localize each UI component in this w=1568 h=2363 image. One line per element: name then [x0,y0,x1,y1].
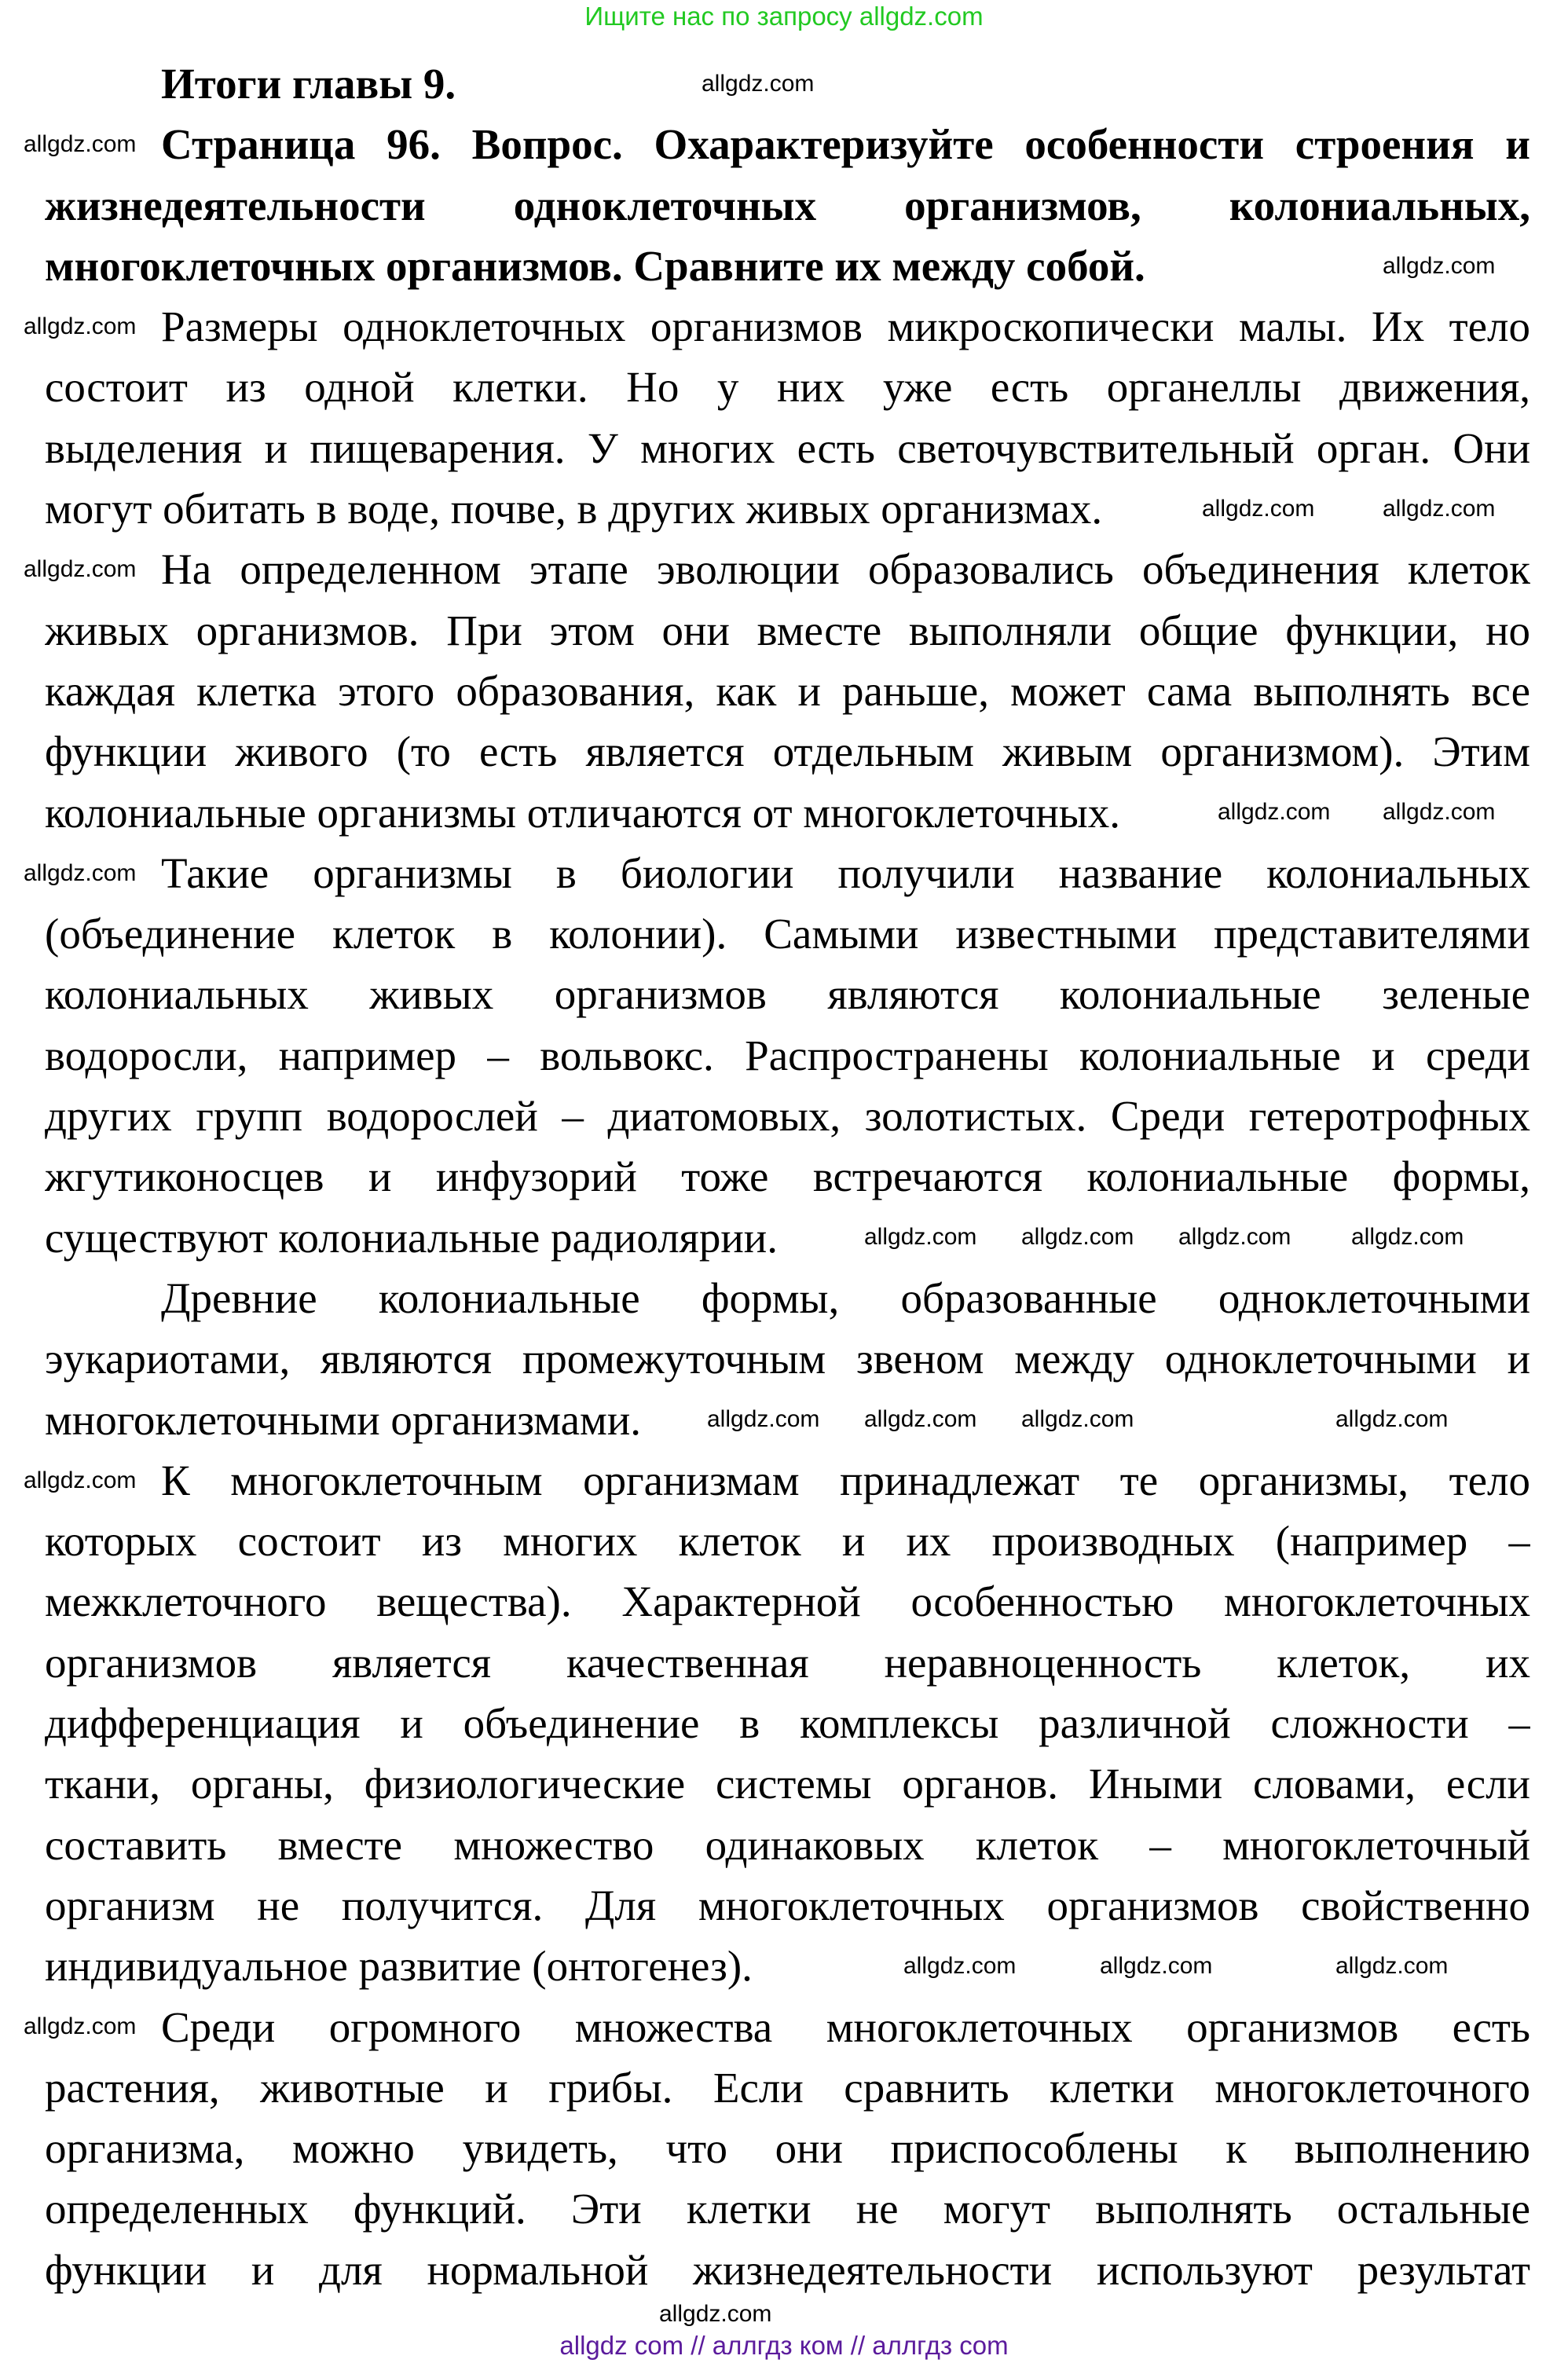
watermark: allgdz.com [1021,1224,1134,1251]
text-line: организмов является качественная неравноценность клеток, их [45,1638,1530,1687]
text-line: Древние колониальные формы, образованные одноклеточными [161,1273,1530,1322]
watermark: allgdz.com [864,1224,977,1251]
text-line: колониальных живых организмов являются колониальные зеленые [45,970,1530,1019]
watermark: allgdz.com [707,1406,820,1433]
top-banner: Ищите нас по запросу allgdz.com [584,2,984,31]
text-line: колониальные организмы отличаются от многоклеточных. [45,788,1120,837]
watermark: allgdz.com [1178,1224,1291,1251]
footer-links: allgdz com // аллгдз ком // аллгдз com [559,2331,1009,2360]
text-line: существуют колониальные радиолярии. [45,1213,778,1262]
watermark: allgdz.com [1383,799,1496,826]
text-line: К многоклеточным организмам принадлежат те организмы, тело [161,1456,1530,1504]
text-line: могут обитать в воде, почве, в других живых организмах. [45,485,1103,533]
question-line: Страница 96. Вопрос. Охарактеризуйте особенности строения и [161,120,1530,169]
watermark: allgdz.com [24,859,137,886]
watermark: allgdz.com [24,1467,137,1493]
watermark: allgdz.com [1383,252,1496,279]
watermark: allgdz.com [1335,1406,1449,1433]
text-line: дифференциация и объединение в комплексы различной сложности – [45,1699,1530,1748]
watermark: allgdz.com [903,1952,1017,1979]
text-line: каждая клетка этого образования, как и раньше, может сама выполнять все [45,666,1530,715]
watermark: allgdz.com [24,313,137,339]
watermark: allgdz.com [1383,495,1496,522]
text-line: жгутиконосцев и инфузорий тоже встречаются колониальные формы, [45,1152,1530,1201]
text-line: организма, можно увидеть, что они приспособлены к выполнению [45,2124,1530,2173]
text-line: живых организмов. При этом они вместе выполняли общие функции, но [45,606,1530,654]
text-line: (объединение клеток в колонии). Самыми известными представителями [45,910,1530,958]
watermark: allgdz.com [659,2301,772,2327]
text-line: На определенном этапе эволюции образовались объединения клеток [161,545,1530,594]
watermark: allgdz.com [1351,1224,1464,1251]
watermark: allgdz.com [864,1406,977,1433]
watermark: allgdz.com [1202,495,1315,522]
text-line: организм не получится. Для многоклеточных организмов свойственно [45,1881,1530,1929]
text-line: функции и для нормальной жизнедеятельности используют результат [45,2245,1530,2294]
text-line: Среди огромного множества многоклеточных организмов есть [161,2002,1530,2051]
text-line: Размеры одноклеточных организмов микроскопически малы. Их тело [161,302,1530,351]
text-line: состоит из одной клетки. Но у них уже есть органеллы движения, [45,363,1530,412]
question-line: многоклеточных организмов. Сравните их между собой. [45,241,1145,290]
watermark: allgdz.com [1100,1952,1213,1979]
watermark: allgdz.com [1335,1952,1449,1979]
text-line: растения, животные и грибы. Если сравнить клетки многоклеточного [45,2063,1530,2112]
watermark: allgdz.com [1021,1406,1134,1433]
text-line: других групп водорослей – диатомовых, золотистых. Среди гетеротрофных [45,1092,1530,1141]
question-line: жизнедеятельности одноклеточных организмов, колониальных, [45,181,1530,229]
watermark: allgdz.com [1218,799,1331,826]
document-body [45,53,1530,2300]
text-line: эукариотами, являются промежуточным звеном между одноклеточными и [45,1335,1530,1383]
text-line: многоклеточными организмами. [45,1395,642,1444]
watermark: allgdz.com [24,130,137,157]
watermark: allgdz.com [24,556,137,583]
text-line: выделения и пищеварения. У многих есть светочувствительный орган. Они [45,423,1530,472]
watermark: allgdz.com [702,70,815,97]
chapter-title: Итоги главы 9. [161,60,456,108]
text-line: функции живого (то есть является отдельным живым организмом). Этим [45,727,1530,776]
watermark: allgdz.com [24,2013,137,2040]
text-line: составить вместе множество одинаковых клеток – многоклеточный [45,1820,1530,1869]
text-line: Такие организмы в биологии получили название колониальных [161,848,1530,897]
text-line: ткани, органы, физиологические системы органов. Иными словами, если [45,1760,1530,1808]
text-line: индивидуальное развитие (онтогенез). [45,1942,753,1991]
text-line: межклеточного вещества). Характерной особенностью многоклеточных [45,1577,1530,1626]
text-line: которых состоит из многих клеток и их производных (например – [45,1517,1530,1566]
text-line: определенных функций. Эти клетки не могут выполнять остальные [45,2185,1530,2233]
text-line: водоросли, например – вольвокс. Распространены колониальные и среди [45,1031,1530,1079]
